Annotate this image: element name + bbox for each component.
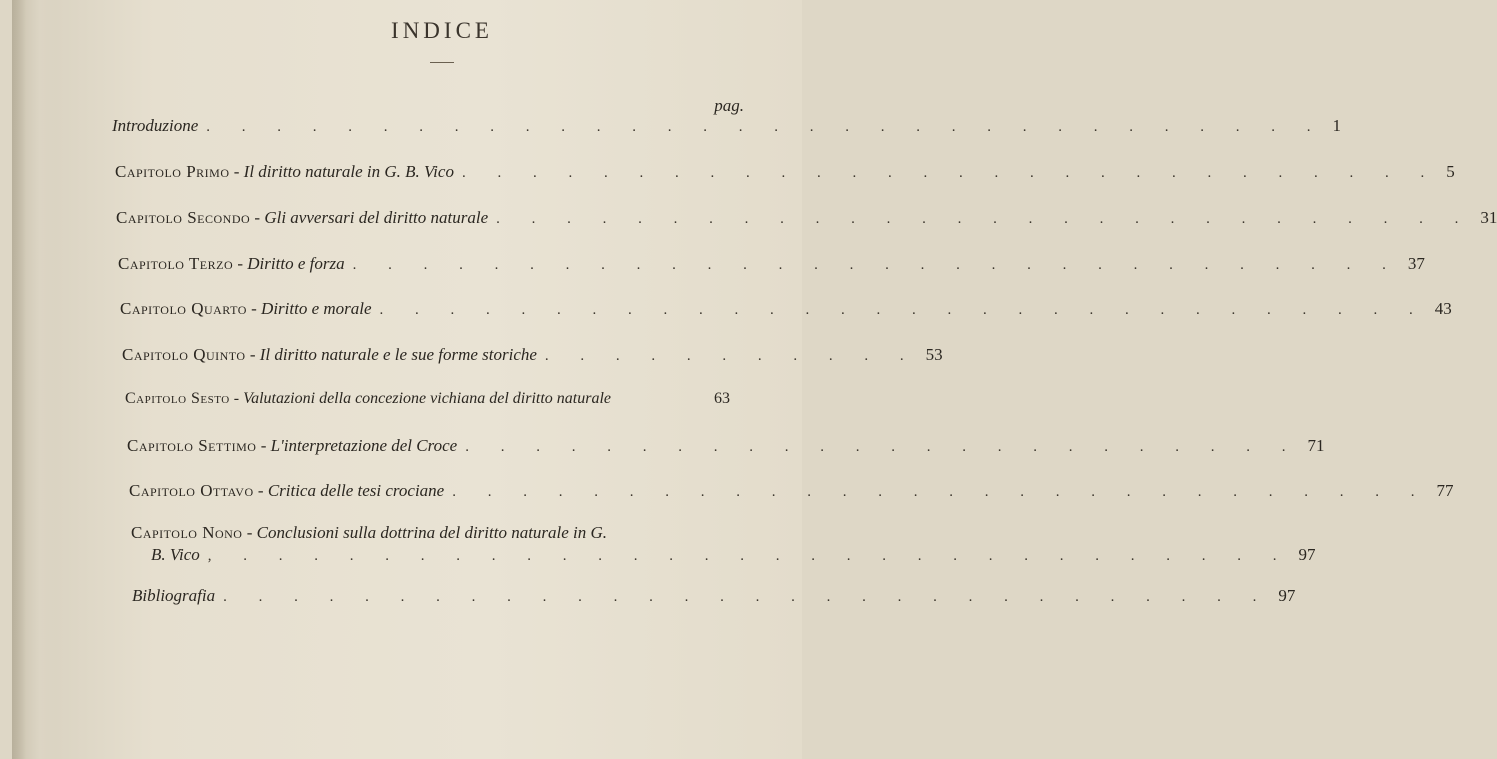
toc-entry-capitolo-sesto [125,390,730,414]
toc-entry-page: 97 [1298,545,1316,564]
toc-entry-subject: Il diritto naturale e le sue forme storiche [259,345,537,364]
toc-entry-subject: Diritto e morale [261,299,372,318]
dot-leader: . . . . . . . . . . . . . . . . . . . . . . . . . . . . . . [352,257,1400,273]
toc-entry-page: 63 [714,390,730,407]
toc-entry-subject: L'interpretazione del Croce [270,436,458,455]
toc-entry-chapter: Capitolo Quinto [122,345,246,364]
toc-entry-chapter: Capitolo Settimo [127,436,257,455]
toc-entry-page: 37 [1407,254,1425,273]
title-rule [430,62,454,63]
toc-entry-separator: - [229,162,244,181]
toc-entry-separator: - [253,481,268,500]
toc-entry-capitolo-terzo [118,254,1425,278]
toc-entry-chapter: Capitolo Nono [131,523,243,542]
dot-leader: . . . . . . . . . . . [544,348,918,364]
toc-entry-page: 77 [1436,481,1454,500]
index-title: INDICE [391,18,493,43]
toc-entry-subject: Critica delle tesi crociane [267,481,445,500]
toc-entry-introduzione [112,116,1342,140]
toc-entry-chapter: Capitolo Terzo [118,254,234,273]
toc-entry-separator: - [250,208,265,227]
dot-leader: . . . . . . . . . . . . . . . . . . . . . . . . [465,439,1300,455]
toc-entry-separator: - [233,254,248,273]
dot-leader: , . . . . . . . . . . . . . . . . . . . . . . . . . . . . . . [207,548,1291,564]
page-column-label: pag. [714,96,744,115]
toc-entry-page: 1 [1332,116,1342,135]
dot-leader: . . . . . . . . . . . . . . . . . . . . . . . . . . . . . . [223,589,1271,605]
toc-entry-page: 43 [1434,299,1452,318]
toc-entry-page: 5 [1446,162,1455,181]
book-page [12,0,1497,759]
toc-entry-chapter: Capitolo Quarto [120,299,247,318]
dot-leader: . . . . . . . . . . . . . . . . . . . . . . . . . . . . . . [379,302,1427,318]
toc-entry-capitolo-quarto [120,299,1452,323]
toc-entry-subject: Diritto e forza [247,254,345,273]
toc-entry-page: 31 [1480,208,1497,227]
toc-entry-separator: - [256,436,271,455]
toc-entry-subject: Bibliografia [132,586,216,605]
toc-entry-page: 97 [1278,586,1296,605]
page-edge-shadow [12,0,26,759]
toc-entry-chapter: Capitolo Secondo [116,208,251,227]
toc-entry-capitolo-secondo [116,208,1497,232]
toc-entry-separator: - [246,299,262,318]
dot-leader: . . . . . . . . . . . . . . . . . . . . . . . . . . . . [496,211,1473,227]
dot-leader: . . . . . . . . . . . . . . . . . . . . . . . . . . . . . . . . [206,119,1325,135]
toc-entry-subject: Il diritto naturale in G. B. Vico [243,162,454,181]
toc-entry-separator: - [245,345,260,364]
toc-entry-bibliografia [132,586,1296,610]
toc-entry-page: 53 [925,345,943,364]
dot-leader: . . . . . . . . . . . . . . . . . . . . . . . . . . . . [461,165,1439,181]
toc-entry-separator: - [229,390,244,407]
toc-entry-chapter: Capitolo Sesto [125,390,230,407]
toc-entry-capitolo-nono [131,523,1316,571]
toc-entry-subject: Valutazioni della concezione vichiana del diritto naturale [243,390,612,407]
toc-entry-chapter: Capitolo Primo [115,162,230,181]
toc-entry-subject: Conclusioni sulla dottrina del diritto naturale in G. [256,523,608,542]
toc-entry-chapter: Capitolo Ottavo [129,481,254,500]
toc-entry-capitolo-quinto [122,345,943,369]
toc-entry-separator: - [242,523,257,542]
dot-leader: . . . . . . . . . . . . . . . . . . . . . . . . . . . . [452,484,1429,500]
toc-entry-page: 71 [1307,436,1325,455]
toc-entry-capitolo-ottavo [129,481,1454,505]
toc-entry-subject: Gli avversari del diritto naturale [264,208,489,227]
toc-entry-subject-continued: B. Vico [151,545,200,564]
toc-entry-subject: Introduzione [112,116,199,135]
toc-entry-capitolo-primo [115,162,1455,186]
toc-entry-capitolo-settimo [127,436,1325,460]
